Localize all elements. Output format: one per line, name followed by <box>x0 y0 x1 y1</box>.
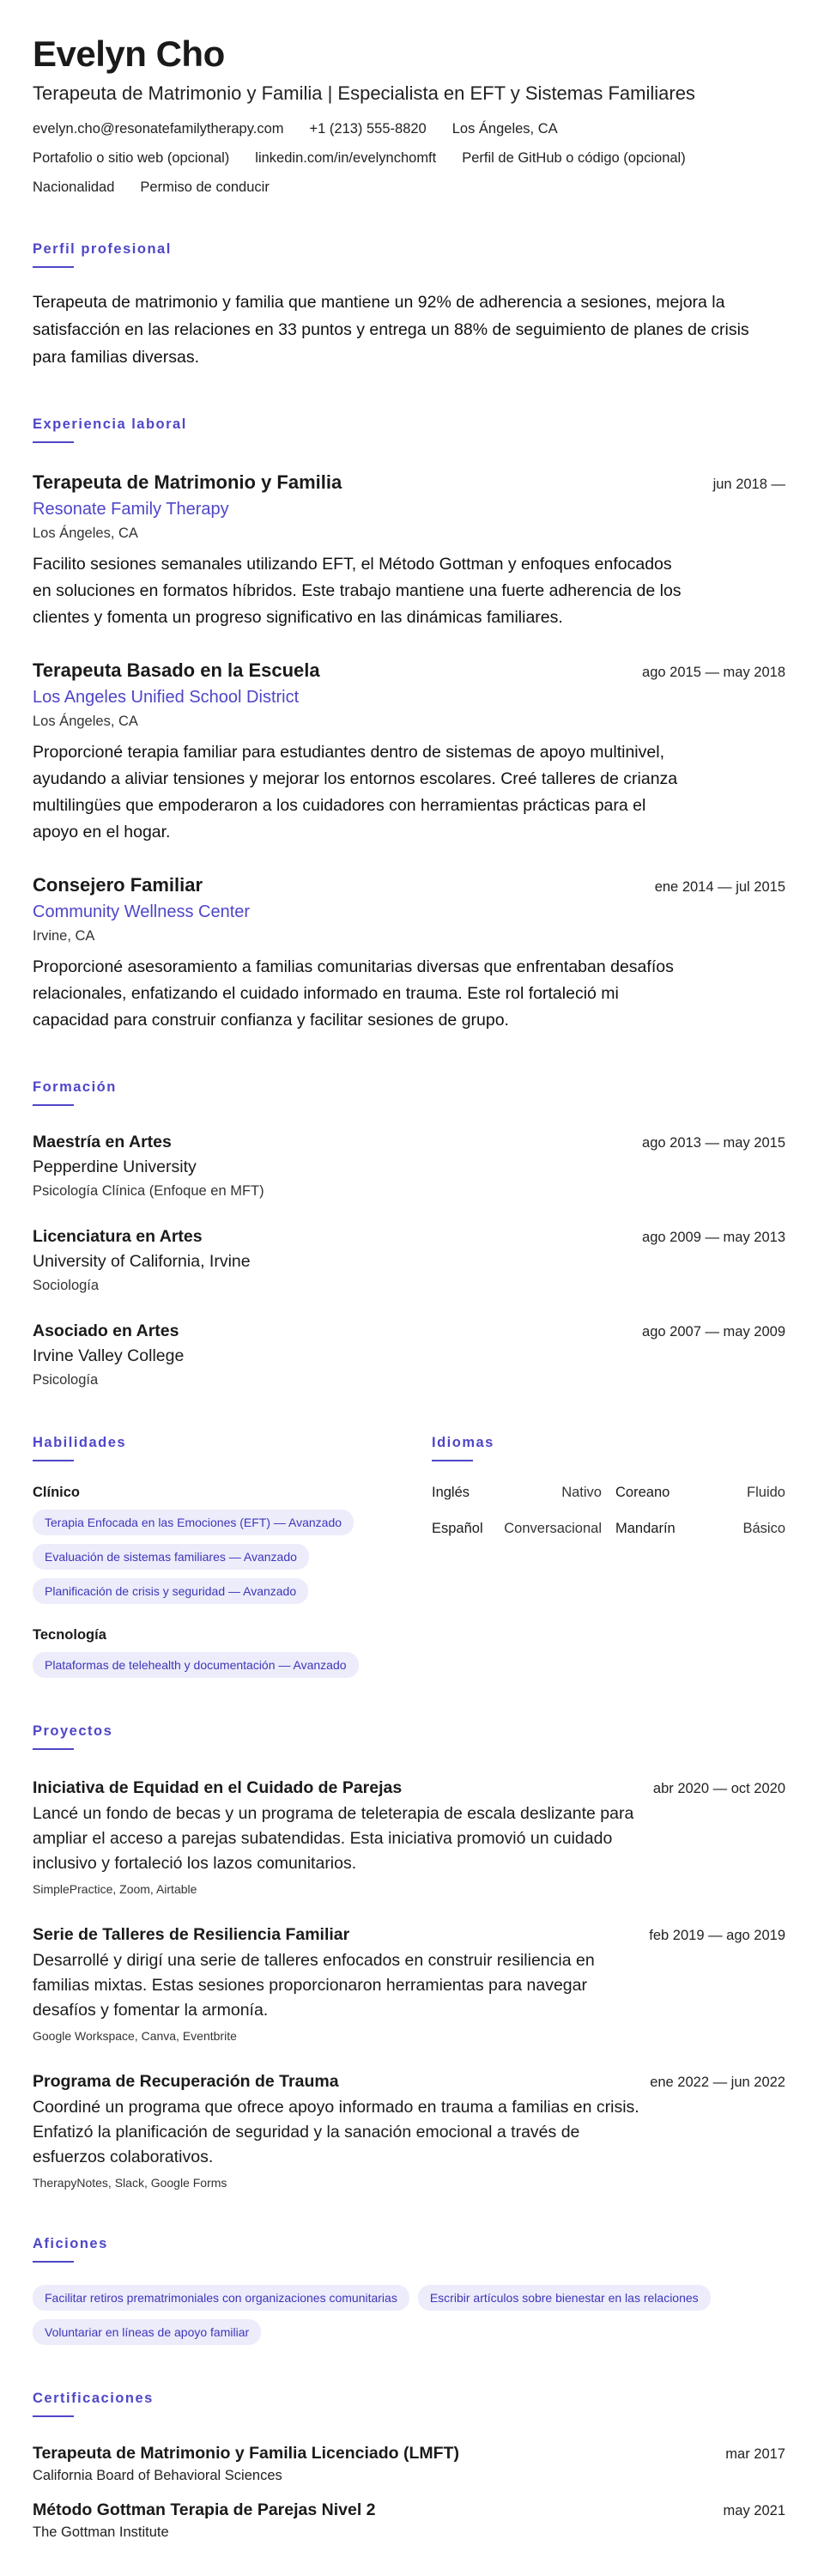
skill-chips <box>33 1652 432 1678</box>
hobby-chip: Escribir artículos sobre bienestar en las relaciones <box>418 2285 711 2311</box>
hobby-chip: Voluntariar en líneas de apoyo familiar <box>33 2319 261 2345</box>
project-date: abr 2020 — oct 2020 <box>652 1781 785 1796</box>
section-divider <box>33 1748 74 1750</box>
job-title: Consejero Familiar <box>33 874 203 896</box>
job-entry <box>33 659 785 846</box>
skill-chip: Planificación de crisis y seguridad — Avanzado <box>33 1578 308 1604</box>
job-description: Proporcioné terapia familiar para estudiantes dentro de sistemas de apoyo multinivel, ayudando a aliviar tensiones y mejorar los entornos escolares. Creé talleres de crianza multilingües que empoderaron a los cuidadores con herramientas prácticas para el apoyo en el hogar. <box>33 743 678 841</box>
education-school: University of California, Irvine <box>33 1252 251 1271</box>
section-divider <box>33 1104 74 1106</box>
skill-group-title: Tecnología <box>33 1627 106 1643</box>
section-divider <box>33 2261 74 2263</box>
project-title: Iniciativa de Equidad en el Cuidado de Parejas <box>33 1778 403 1797</box>
project-title: Programa de Recuperación de Trauma <box>33 2072 339 2091</box>
certification-date: may 2021 <box>723 2503 785 2518</box>
contact-linkedin[interactable]: linkedin.com/in/evelynchomft <box>255 150 437 166</box>
skills-section <box>33 1434 432 1678</box>
section-title: Formación <box>33 1079 117 1095</box>
skill-group-title: Clínico <box>33 1485 81 1500</box>
language-item <box>615 1484 785 1501</box>
project-date: ene 2022 — jun 2022 <box>650 2075 785 2090</box>
candidate-headline: Terapeuta de Matrimonio y Familia | Especialista en EFT y Sistemas Familiares <box>33 82 695 104</box>
section-divider <box>33 441 74 443</box>
section-divider <box>33 266 74 268</box>
job-title: Terapeuta Basado en la Escuela <box>33 659 320 681</box>
education-degree: Asociado en Artes <box>33 1321 179 1340</box>
skill-chip: Plataformas de telehealth y documentación — Avanzado <box>33 1652 359 1678</box>
skill-chips <box>33 1510 432 1604</box>
project-description: Lancé un fondo de becas y un programa de teleterapia de escala deslizante para ampliar el acceso a parejas subatendidas. Esta iniciativa promovió un cuidado inclusivo y fortaleció los lazos comunitarios. <box>33 1804 634 1873</box>
project-tools: SimplePractice, Zoom, Airtable <box>33 1882 197 1896</box>
job-entry <box>33 873 785 1034</box>
projects-section <box>33 1722 785 2190</box>
contact-github[interactable]: Perfil de GitHub o código (opcional) <box>462 150 686 166</box>
project-entry <box>33 1924 785 2044</box>
section-divider <box>432 1460 473 1461</box>
certification-entry <box>33 2500 785 2541</box>
hobby-chip: Facilitar retiros prematrimoniales con organizaciones comunitarias <box>33 2285 409 2311</box>
education-entry <box>33 1132 785 1200</box>
education-section <box>33 1078 785 1389</box>
skill-group <box>33 1626 432 1678</box>
contact-email[interactable]: evelyn.cho@resonatefamilytherapy.com <box>33 121 284 137</box>
section-divider <box>33 1460 74 1461</box>
education-date: ago 2009 — may 2013 <box>642 1230 785 1245</box>
education-entry <box>33 1321 785 1389</box>
contact-phone[interactable]: +1 (213) 555-8820 <box>309 121 427 137</box>
project-title: Serie de Talleres de Resiliencia Familiar <box>33 1925 350 1944</box>
project-date: feb 2019 — ago 2019 <box>649 1928 785 1943</box>
section-title: Habilidades <box>33 1435 127 1450</box>
education-degree: Maestría en Artes <box>33 1133 172 1151</box>
job-company: Los Angeles Unified School District <box>33 688 300 707</box>
experience-section <box>33 416 785 1034</box>
contact-location: Los Ángeles, CA <box>451 121 558 137</box>
education-degree: Licenciatura en Artes <box>33 1227 203 1246</box>
resume-header <box>33 33 785 196</box>
education-school: Pepperdine University <box>33 1157 197 1176</box>
certification-entry <box>33 2443 785 2484</box>
languages-section <box>432 1434 785 1678</box>
language-item <box>432 1520 602 1537</box>
job-title: Terapeuta de Matrimonio y Familia <box>33 471 342 493</box>
hobbies-section <box>33 2235 785 2345</box>
skills-languages-row <box>33 1434 785 1678</box>
hobby-chips <box>33 2285 785 2345</box>
education-date: ago 2013 — may 2015 <box>642 1135 785 1151</box>
contact-portfolio[interactable]: Portafolio o sitio web (opcional) <box>33 150 230 166</box>
section-title: Certificaciones <box>33 2391 154 2406</box>
candidate-name: Evelyn Cho <box>33 33 225 74</box>
job-description: Proporcioné asesoramiento a familias comunitarias diversas que enfrentaban desafíos relacionales, enfatizando el cuidado informado en trauma. Este rol fortaleció mi capacidad para construir confianza y facilitar sesiones de grupo. <box>33 957 674 1030</box>
profile-summary: Terapeuta de matrimonio y familia que mantiene un 92% de adherencia a sesiones, mejora la satisfacción en las relaciones en 33 puntos y entrega un 88% de seguimiento de planes de crisis para familias diversas. <box>33 293 749 367</box>
job-date: ene 2014 — jul 2015 <box>654 879 785 895</box>
section-title: Idiomas <box>432 1435 494 1450</box>
language-level: Básico <box>742 1521 785 1536</box>
certification-title: Terapeuta de Matrimonio y Familia Licenciado (LMFT) <box>33 2444 459 2463</box>
language-level: Nativo <box>561 1485 602 1500</box>
project-tools: Google Workspace, Canva, Eventbrite <box>33 2029 237 2043</box>
section-title: Perfil profesional <box>33 241 172 257</box>
language-name: Inglés <box>432 1485 470 1500</box>
certification-issuer: California Board of Behavioral Sciences <box>33 2468 282 2483</box>
section-title: Proyectos <box>33 1723 113 1739</box>
language-name: Mandarín <box>615 1521 676 1536</box>
project-entry <box>33 2071 785 2190</box>
job-date: jun 2018 — <box>712 477 785 492</box>
education-date: ago 2007 — may 2009 <box>642 1324 785 1340</box>
project-tools: TherapyNotes, Slack, Google Forms <box>33 2176 227 2190</box>
profile-section <box>33 240 785 371</box>
language-name: Coreano <box>615 1485 670 1500</box>
certification-title: Método Gottman Terapia de Parejas Nivel 2 <box>33 2500 376 2519</box>
contact-info <box>33 120 785 196</box>
education-field: Psicología <box>33 1372 99 1388</box>
languages-grid <box>432 1484 785 1537</box>
skill-group <box>33 1484 432 1604</box>
job-entry <box>33 471 785 631</box>
certifications-section <box>33 2390 785 2541</box>
certification-issuer: The Gottman Institute <box>33 2524 169 2540</box>
education-entry <box>33 1226 785 1295</box>
language-level: Conversacional <box>504 1521 602 1536</box>
job-date: ago 2015 — may 2018 <box>642 665 785 680</box>
section-title: Experiencia laboral <box>33 416 187 432</box>
job-location: Los Ángeles, CA <box>33 526 138 541</box>
section-title: Aficiones <box>33 2236 108 2251</box>
language-item <box>615 1520 785 1537</box>
skill-chip: Terapia Enfocada en las Emociones (EFT) — Avanzado <box>33 1510 354 1535</box>
contact-nationality: Nacionalidad <box>33 179 115 195</box>
language-item <box>432 1484 602 1501</box>
project-entry <box>33 1777 785 1897</box>
job-company: Community Wellness Center <box>33 902 251 921</box>
job-location: Irvine, CA <box>33 928 95 944</box>
job-description: Facilito sesiones semanales utilizando EFT, el Método Gottman y enfoques enfocados en soluciones en formatos híbridos. Este trabajo mantiene una fuerte adherencia de los clientes y fomenta un progreso significativo en las dinámicas familiares. <box>33 555 682 627</box>
contact-driving-license: Permiso de conducir <box>140 179 270 195</box>
certification-date: mar 2017 <box>725 2446 785 2462</box>
skill-chip: Evaluación de sistemas familiares — Avanzado <box>33 1544 309 1570</box>
section-divider <box>33 2415 74 2417</box>
project-description: Desarrollé y dirigí una serie de talleres enfocados en construir resiliencia en familias mixtas. Estas sesiones proporcionaron herramientas para navegar desafíos y fomentar la armonía. <box>33 1951 595 2020</box>
education-field: Psicología Clínica (Enfoque en MFT) <box>33 1183 264 1199</box>
education-field: Sociología <box>33 1278 100 1293</box>
education-school: Irvine Valley College <box>33 1346 185 1365</box>
project-description: Coordiné un programa que ofrece apoyo informado en trauma a familias en crisis. Enfatizó la planificación de seguridad y la sanación emocional a través de esfuerzos colaborativos. <box>33 2098 639 2166</box>
job-company: Resonate Family Therapy <box>33 500 229 519</box>
language-level: Fluido <box>747 1485 785 1500</box>
language-name: Español <box>432 1521 483 1536</box>
job-location: Los Ángeles, CA <box>33 714 138 729</box>
